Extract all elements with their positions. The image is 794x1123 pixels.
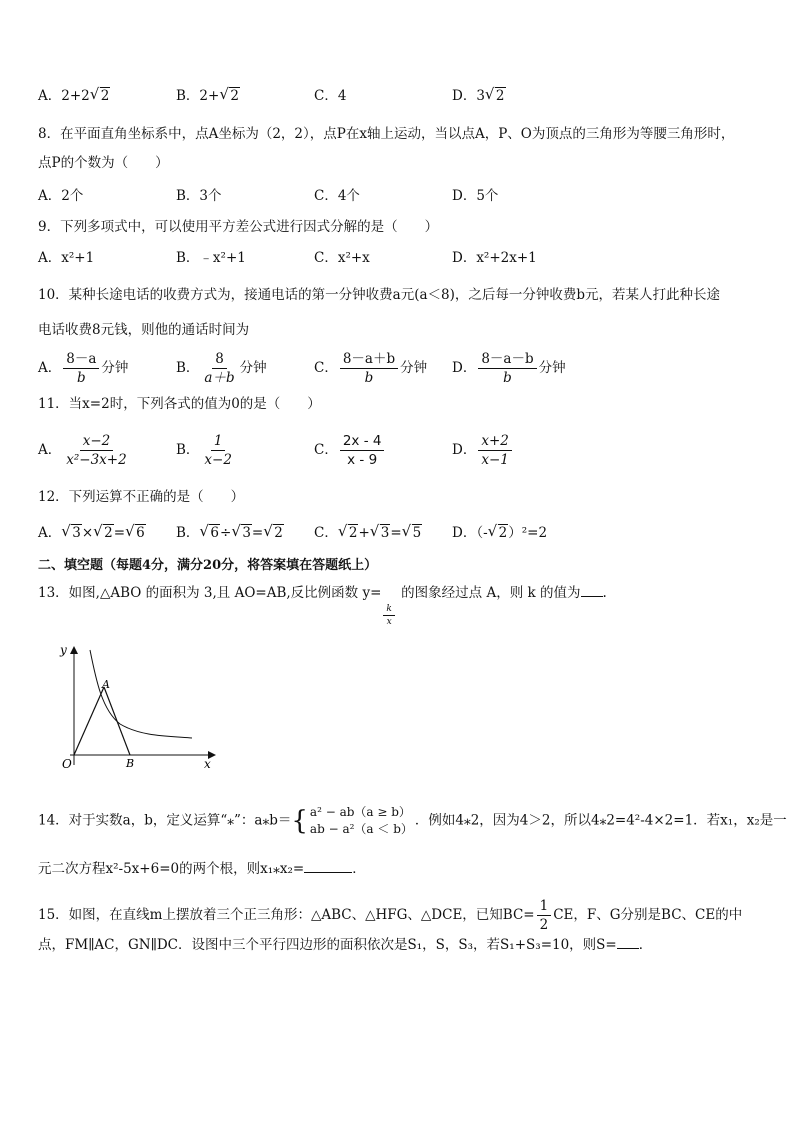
q11-option-b: B． $\frac{1}{x-2}$ <box>176 433 232 468</box>
q15-answer-blank <box>617 934 639 949</box>
q12-option-c: C．√ 2+√ 3=√ 5 <box>314 523 422 543</box>
q7-option-c: C．4 <box>314 88 347 104</box>
q10-option-b: B． $\frac{8}{a+b}$ 分钟 <box>176 351 267 386</box>
q13-stem: 13．如图,△ABO 的面积为 3,且 AO=AB,反比例函数 y= $\frac{k}{x}$ 的图象经过点 A，则 k 的值为 . <box>38 582 607 627</box>
q11-stem: 11．当x=2时，下列各式的值为0的是（ ） <box>38 396 321 412</box>
q9-option-c: C．x²+x <box>314 250 370 266</box>
q8-option-c: C．4个 <box>314 188 360 204</box>
q10-stem-line1: 10．某种长途电话的收费方式为，接通电话的第一分钟收费a元(a＜8)，之后每一分钟收费b元，若某人打此种长途 <box>38 287 721 303</box>
q15-stem-line2: 点，FM∥AC，GN∥DC．设图中三个平行四边形的面积依次是S₁，S，S₃，若S₁+S₃=10，则S= ． <box>38 934 652 955</box>
q14-answer-blank <box>304 858 352 873</box>
q9-option-d: D．x²+2x+1 <box>452 250 537 266</box>
q8-stem-line2: 点P的个数为（ ） <box>38 155 169 171</box>
q10-option-d: D． $\frac{8-a-b}{b}$ 分钟 <box>452 351 566 386</box>
q14-stem-line2: 元二次方程x²-5x+6=0的两个根，则x₁⁎x₂= ． <box>38 858 366 879</box>
q10-option-c: C． $\frac{8-a+b}{b}$ 分钟 <box>314 351 428 386</box>
q11-option-d: D． $\frac{x+2}{x-1}$ <box>452 432 514 468</box>
q12-option-b: B．√ 6÷√ 3=√ 2 <box>176 523 284 543</box>
q11-option-a: A． $\frac{x-2}{\text{x²−3x+2}}$ <box>38 433 127 468</box>
q15-stem-line1: 15．如图，在直线m上摆放着三个正三角形：△ABC、△HFG、△DCE，已知BC= $\frac{1}{2}$ CE，F、G分别是BC、CE的中 <box>38 898 743 933</box>
q7-option-a: A．2+2√ 2 <box>38 86 110 106</box>
section-2-title: 二、填空题（每题4分，满分20分，将答案填在答题纸上） <box>38 558 378 573</box>
q9-stem: 9．下列多项式中，可以使用平方差公式进行因式分解的是（ ） <box>38 219 439 235</box>
q13-answer-blank <box>581 582 603 597</box>
q11-option-c: C． $\frac{2x - 4}{x - 9}$ <box>314 432 386 468</box>
q10-stem-line2: 电话收费8元钱，则他的通话时间为 <box>38 322 250 338</box>
fig-label-x: x <box>204 757 211 770</box>
q14-stem-line1: 14．对于实数a，b，定义运算“⁎”：a⁎b＝{ a² − ab（a ≥ b） ab − a²（a ＜ b） ．例如4⁎2，因为4＞2，所以4⁎2=4²-4×2=1．若x₁，x₂是一 <box>38 805 787 836</box>
q12-option-d: D．（-√ 2）²=2 <box>452 523 547 543</box>
q8-stem-line1: 8．在平面直角坐标系中，点A坐标为（2，2），点P在x轴上运动，当以点A，P、O为顶点的三角形为等腰三角形时， <box>38 126 735 142</box>
q8-option-a: A．2个 <box>38 188 84 204</box>
q12-stem: 12．下列运算不正确的是（ ） <box>38 489 245 505</box>
q8-option-d: D．5个 <box>452 188 499 204</box>
q7-option-d: D．3√ 2 <box>452 86 506 106</box>
fig-label-o: O <box>62 757 72 770</box>
q7-option-b: B．2+√ 2 <box>176 86 240 106</box>
q8-option-b: B．3个 <box>176 188 222 204</box>
fig-label-b: B <box>126 757 135 770</box>
q10-option-a: A． $\frac{8-a}{b}$ 分钟 <box>38 351 129 386</box>
q9-option-a: A．x²+1 <box>38 250 95 266</box>
fig-label-a: A <box>102 678 110 691</box>
q9-option-b: B．﹣x²+1 <box>176 250 246 266</box>
q12-option-a: A．√ 3×√ 2=√ 6 <box>38 523 146 543</box>
fig-label-y: y <box>60 643 67 657</box>
q13-figure <box>40 640 220 770</box>
